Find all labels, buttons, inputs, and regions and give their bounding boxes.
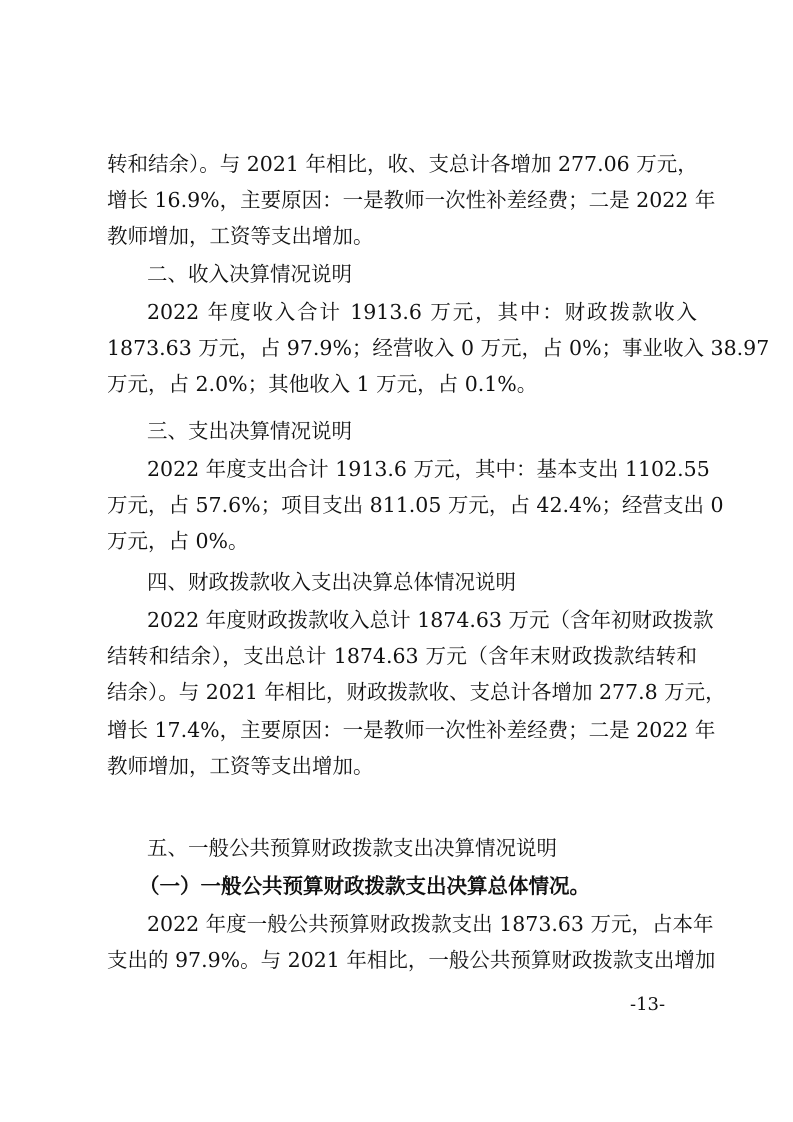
- paragraph-line: 增长 16.9%，主要原因：一是教师一次性补差经费；二是 2022 年: [107, 188, 716, 212]
- section-heading: 五、一般公共预算财政拨款支出决算情况说明: [147, 836, 557, 860]
- paragraph-line: 万元，占 0%。: [107, 529, 249, 553]
- paragraph-line: 万元，占 57.6%；项目支出 811.05 万元，占 42.4%；经营支出 0: [107, 493, 724, 517]
- paragraph-line: 结转和结余），支出总计 1874.63 万元（含年末财政拨款结转和: [107, 644, 697, 668]
- section-heading: 二、收入决算情况说明: [147, 262, 352, 286]
- paragraph-line: 增长 17.4%，主要原因：一是教师一次性补差经费；二是 2022 年: [107, 718, 716, 742]
- section-heading: 三、支出决算情况说明: [147, 419, 352, 443]
- paragraph-line: 2022 年度财政拨款收入总计 1874.63 万元（含年初财政拨款: [147, 608, 714, 632]
- paragraph-line: 教师增加，工资等支出增加。: [107, 754, 374, 778]
- paragraph-line: 万元，占 2.0%；其他收入 1 万元，占 0.1%。: [107, 372, 538, 396]
- section-heading: 四、财政拨款收入支出决算总体情况说明: [147, 570, 516, 594]
- paragraph-line: 教师增加，工资等支出增加。: [107, 224, 374, 248]
- sub-heading: （一）一般公共预算财政拨款支出决算总体情况。: [139, 874, 590, 898]
- paragraph-line: 1873.63 万元，占 97.9%；经营收入 0 万元，占 0%；事业收入 38.97: [107, 336, 770, 360]
- paragraph-line: 结余）。与 2021 年相比，财政拨款收、支总计各增加 277.8 万元，: [107, 680, 726, 704]
- paragraph-line: 2022 年度一般公共预算财政拨款支出 1873.63 万元，占本年: [147, 912, 714, 936]
- page-number: -13-: [630, 994, 666, 1015]
- paragraph-line: 2022 年度收入合计 1913.6 万元，其中：财政拨款收入: [147, 300, 697, 324]
- paragraph-line: 2022 年度支出合计 1913.6 万元，其中：基本支出 1102.55: [147, 457, 710, 481]
- paragraph-line: 支出的 97.9%。与 2021 年相比，一般公共预算财政拨款支出增加: [107, 948, 716, 972]
- paragraph-line: 转和结余）。与 2021 年相比，收、支总计各增加 277.06 万元，: [107, 152, 698, 176]
